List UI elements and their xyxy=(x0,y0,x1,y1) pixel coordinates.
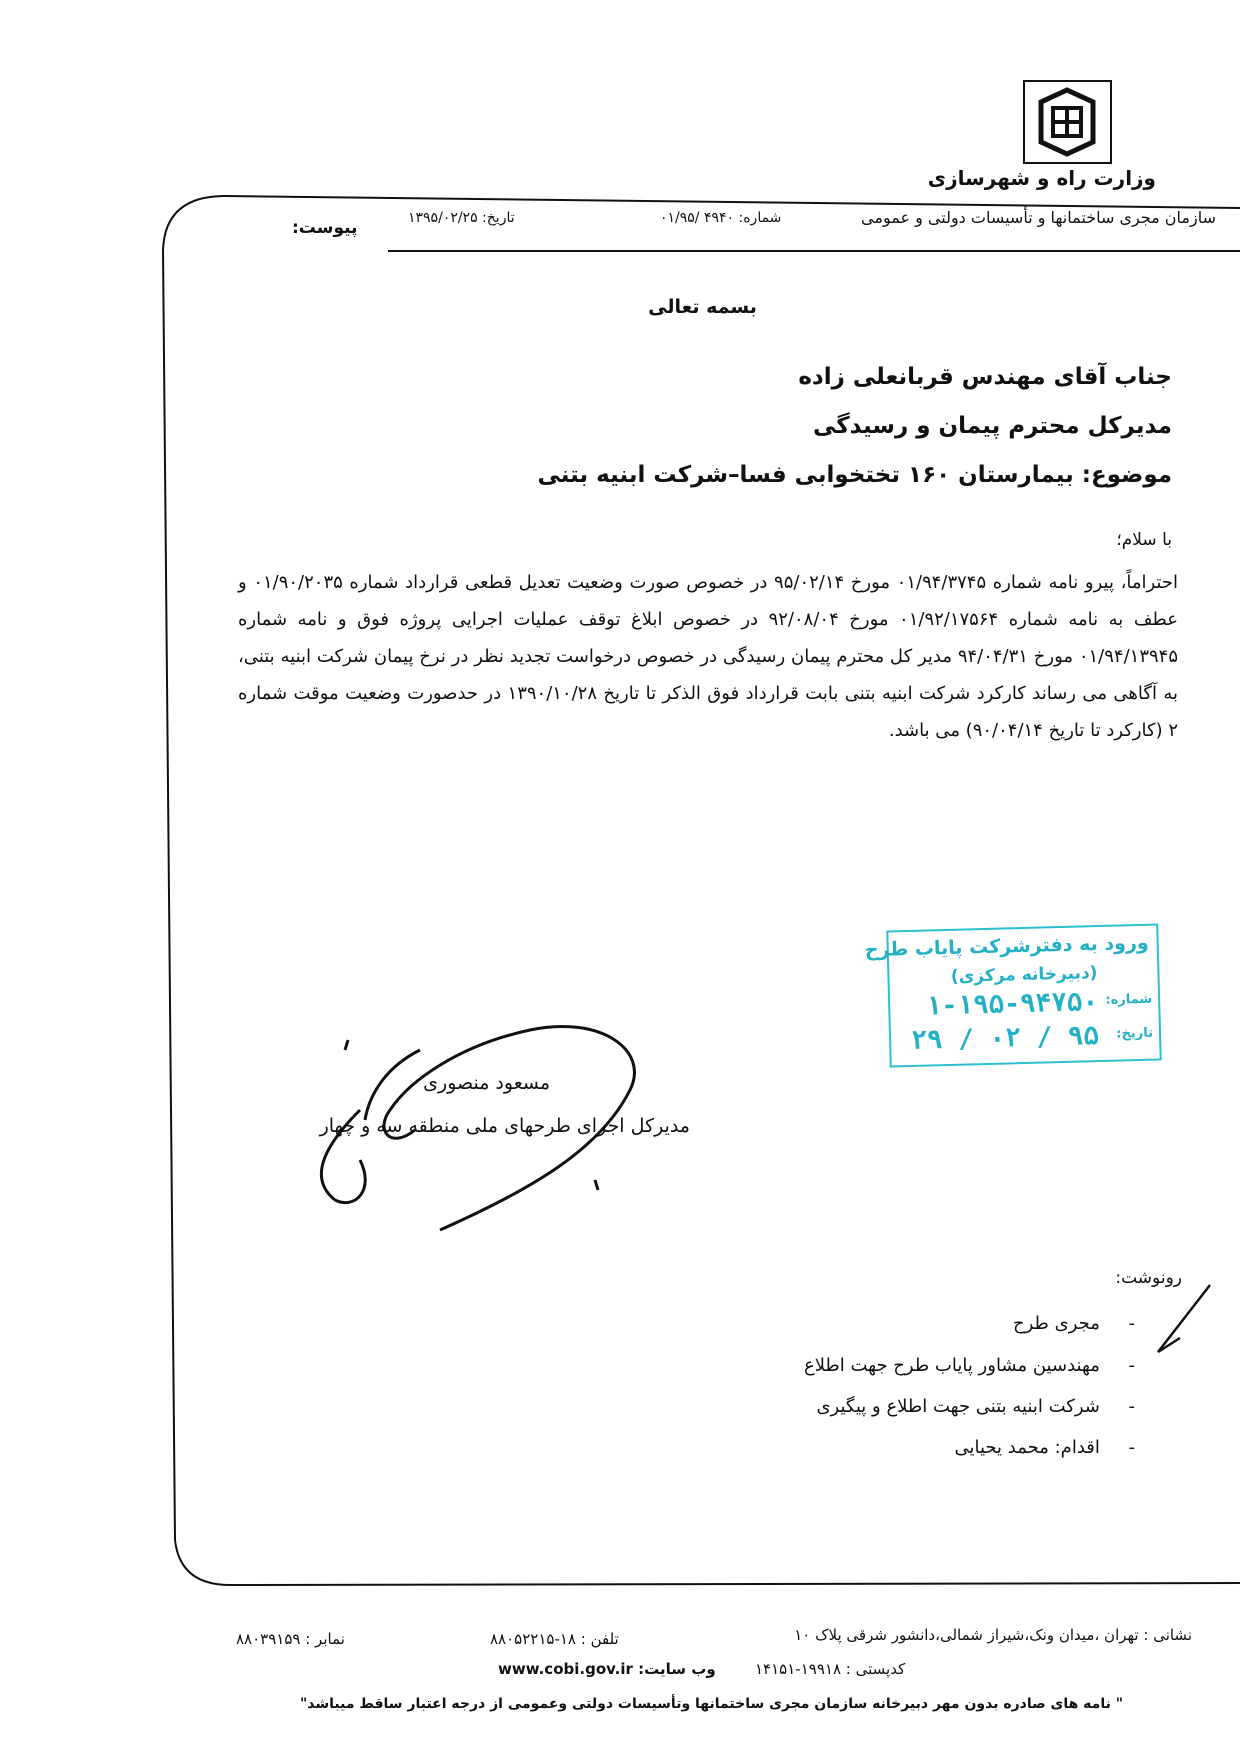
letter-date-value: ۱۳۹۵/۰۲/۲۵ xyxy=(408,210,478,226)
cc-item-label: مجری طرح xyxy=(1013,1313,1100,1334)
cc-dash: - xyxy=(1128,1313,1135,1334)
stamp-subtitle: (دبیرخانه مرکزی) xyxy=(950,963,1098,987)
letter-number-label: شماره: xyxy=(738,210,782,226)
footer-website xyxy=(498,1660,716,1678)
cc-item xyxy=(816,1396,1135,1417)
cc-item xyxy=(1013,1313,1135,1334)
organization-name: سازمان مجری ساختمانها و تأسیسات دولتی و عمومی xyxy=(861,208,1216,227)
signer-name: مسعود منصوری xyxy=(423,1072,550,1094)
ministry-logo xyxy=(1023,80,1112,164)
cc-item xyxy=(955,1437,1136,1458)
stamp-number-label: شماره: xyxy=(1105,991,1153,1008)
footer-phone: تلفن : ۱۸-۸۸۰۵۲۲۱۵ xyxy=(490,1630,619,1648)
footer-address: نشانی : تهران ،میدان ونک،شیراز شمالی،دانشور شرقی پلاک ۱۰ xyxy=(794,1626,1192,1644)
letter-number-value: ۴۹۴۰ /۰۱/۹۵ xyxy=(660,210,735,226)
stamp-title: ورود به دفترشرکت پایاب طرح xyxy=(864,931,1149,962)
stamp-date-label: تاریخ: xyxy=(1116,1025,1154,1042)
header-rule xyxy=(388,250,1240,252)
attachment-label: پیوست: xyxy=(292,218,358,238)
cc-item-label: مهندسین مشاور پایاب طرح جهت اطلاع xyxy=(803,1355,1100,1376)
ministry-name: وزارت راه و شهرسازی xyxy=(927,166,1156,190)
footer-website-label: وب سایت: xyxy=(638,1660,716,1678)
footer-postal-code: کدپستی : ۱۹۹۱۸-۱۴۱۵۱ xyxy=(755,1660,906,1678)
recipient-title: مدیرکل محترم پیمان و رسیدگی xyxy=(813,413,1172,439)
letter-body: احتراماً، پیرو نامه شماره ۰۱/۹۴/۳۷۴۵ مورخ ۹۵/۰۲/۱۴ در خصوص صورت وضعیت تعدیل قطعی قرارداد شماره ۰۱/۹۰/۲۰۳۵ و عطف به نامه شماره ۰۱/۹۲/۱۷۵۶۴ مورخ ۹۲/۰۸/۰۴ در خصوص ابلاغ توقف عملیات اجرایی پروژه فوق و نامه شماره ۰۱/۹۴/۱۳۹۴۵ مورخ ۹۴/۰۴/۳۱ مدیر کل محترم پیمان رسیدگی در خصوص درخواست تجدید نظر در نرخ پیمان شرکت ابنیه بتنی، به آگاهی می رساند کارکرد شرکت ابنیه بتنی بابت قرارداد فوق الذکر تا تاریخ ۱۳۹۰/۱۰/۲۸ در حدصورت وضعیت موقت شماره ۲ (کارکرد تا تاریخ ۹۰/۰۴/۱۴) می باشد. xyxy=(238,572,1178,741)
cc-item xyxy=(804,1355,1135,1376)
cc-item-label: اقدام: محمد یحیایی xyxy=(954,1437,1100,1458)
cc-dash: - xyxy=(1128,1437,1135,1458)
cc-title: رونوشت: xyxy=(1115,1268,1182,1288)
recipient: جناب آقای مهندس قربانعلی زاده xyxy=(798,364,1172,390)
cc-dash: - xyxy=(1128,1396,1135,1417)
letter-date-label: تاریخ: xyxy=(482,210,515,226)
letter-number xyxy=(660,210,781,226)
received-stamp xyxy=(864,923,1161,1067)
footer-fax: نمابر : ۸۸۰۳۹۱۵۹ xyxy=(236,1630,345,1648)
footer-note: " نامه های صادره بدون مهر دبیرخانه سازمان مجری ساختمانها وتأسیسات دولتی وعمومی از درجه اعتبار ساقط میباشد" xyxy=(300,1696,1123,1712)
stamp-date-value: ۹۵ / ۰۲ / ۲۹ xyxy=(910,1021,1100,1056)
greeting: با سلام؛ xyxy=(1116,530,1172,550)
footer-website-url[interactable]: www.cobi.gov.ir xyxy=(498,1660,633,1678)
signer-title: مدیرکل اجرای طرحهای ملی منطقه سه و چهار xyxy=(319,1115,690,1137)
cc-dash: - xyxy=(1128,1355,1135,1376)
stamp-number-value: ۱-۱۹۵-۹۴۷۵۰ xyxy=(925,987,1099,1022)
bismillah: بسمه تعالی xyxy=(648,296,757,318)
letter-date xyxy=(408,210,515,226)
subject: موضوع: بیمارستان ۱۶۰ تختخوابی فسا–شرکت ابنیه بتنی xyxy=(537,462,1172,488)
cc-item-label: شرکت ابنیه بتنی جهت اطلاع و پیگیری xyxy=(816,1396,1100,1417)
checkmark-icon xyxy=(1150,1280,1220,1360)
